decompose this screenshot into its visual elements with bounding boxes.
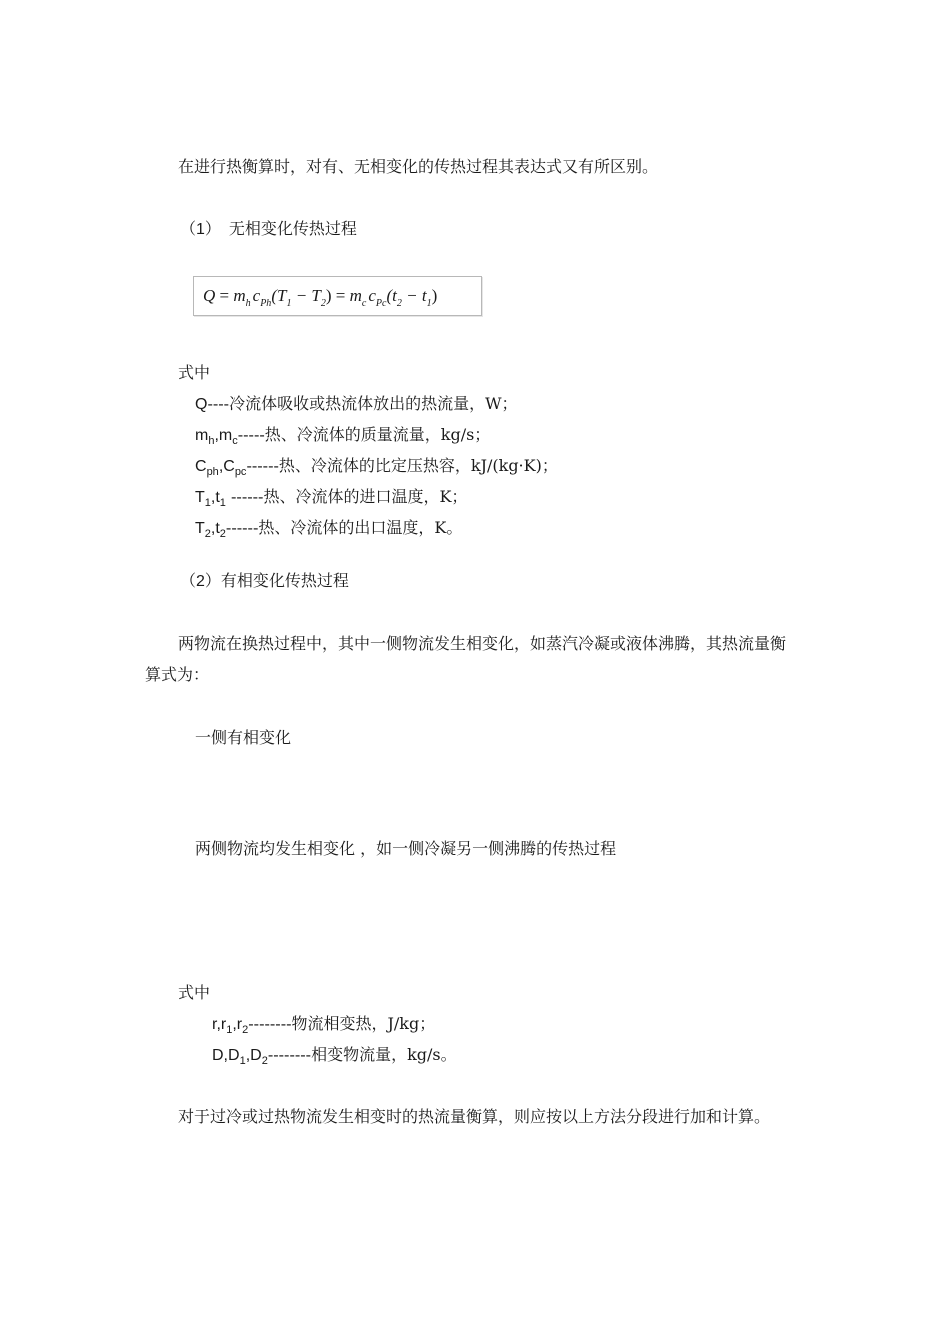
definition-inlet-temp: [195, 487, 467, 508]
definition-mass-flow: [195, 425, 490, 446]
case-both-sides: 两侧物流均发生相变化 ，如一侧冷凝另一侧沸腾的传热过程: [195, 839, 617, 858]
section-2-number: （2）: [180, 573, 221, 590]
formula-cpc-sub: Pc: [375, 298, 387, 309]
definition-c-a-sub: ph: [206, 466, 219, 478]
definition-t1-text: ------热、冷流体的进口温度，K；: [225, 487, 468, 506]
definition-t2-b-sub: 2: [219, 528, 226, 540]
case-one-side: 一侧有相变化: [195, 728, 292, 747]
formula-small-t2-sub: 2: [396, 298, 402, 309]
definition-r-a: r,r: [212, 1016, 227, 1033]
definition-q: [195, 394, 518, 415]
definition-d-text: --------相变物流量，kg/s。: [267, 1045, 457, 1064]
formula-close-2: ): [431, 286, 438, 305]
definition-t2-a-sub: 2: [204, 528, 211, 540]
definition-t1-a-sub: 1: [204, 497, 211, 509]
definition-c-a: C: [195, 458, 207, 475]
section-1-number: （1）: [180, 221, 221, 238]
definition-t1-b-sub: 1: [219, 497, 226, 509]
formula-small-t1: − t: [401, 286, 427, 305]
formula-mc: m: [349, 286, 362, 305]
definition-m-b: ,m: [214, 427, 233, 444]
definition-phase-flow: [212, 1045, 457, 1066]
definition-c-text: ------热、冷流体的比定压热容，kJ/(kg·K)；: [246, 456, 558, 475]
definition-t2-text: ------热、冷流体的出口温度，K。: [225, 518, 463, 537]
formula-cph-sub: Ph: [260, 298, 272, 309]
formula-equals-1: =: [215, 286, 234, 305]
paragraph-2-line-1: 两物流在换热过程中，其中一侧物流发生相变化，如蒸汽冷凝或液体沸腾，其热流量衡: [178, 634, 787, 653]
definition-r-b: ,r: [232, 1016, 243, 1033]
formula-mh: m: [233, 286, 246, 305]
definition-r-text: --------物流相变热，J/kg；: [248, 1014, 436, 1033]
definition-c-b: ,C: [218, 458, 235, 475]
definition-t2-a: T: [195, 520, 205, 537]
formula-t2-sub: 2: [320, 298, 326, 309]
definition-m-text: -----热、冷流体的质量流量，kg/s；: [237, 425, 491, 444]
definition-m-b-sub: c: [232, 435, 238, 447]
definition-d-a-sub: 1: [239, 1055, 246, 1067]
definition-latent-heat: [212, 1014, 435, 1035]
where-label-2: 式中: [178, 983, 211, 1002]
definition-outlet-temp: [195, 518, 462, 539]
definition-t1-a: T: [195, 489, 205, 506]
formula-close-1: ): [325, 286, 332, 305]
formula-equals-2: =: [331, 286, 350, 305]
definition-t1-b: ,t: [210, 489, 220, 506]
section-1-heading: [180, 219, 357, 240]
section-1-title: 无相变化传热过程: [228, 219, 357, 238]
formula-mh-sub: h: [245, 298, 251, 309]
conclusion-text: 对于过冷或过热物流发生相变时的热流量衡算，则应按以上方法分段进行加和计算。: [178, 1107, 771, 1126]
formula-t1-open: (T: [271, 286, 287, 305]
definition-t2-b: ,t: [210, 520, 220, 537]
paragraph-2-line-2: 算式为：: [145, 665, 210, 684]
formula-t1-sub: 1: [286, 298, 292, 309]
formula-cpc: c: [368, 286, 376, 305]
definition-r-b-sub: 2: [242, 1024, 249, 1036]
definition-heat-capacity: [195, 456, 558, 477]
heat-balance-formula: [203, 285, 437, 307]
definition-d-a: D,D: [212, 1047, 240, 1064]
definition-c-b-sub: pc: [234, 466, 247, 478]
formula-cph: c: [252, 286, 261, 305]
heat-balance-formula-box: [193, 276, 482, 316]
formula-mc-sub: c: [361, 298, 367, 309]
where-label-1: 式中: [178, 363, 211, 382]
formula-small-t2-open: (t: [386, 286, 397, 305]
definition-m-a-sub: h: [208, 435, 215, 447]
definition-q-text: ----冷流体吸收或热流体放出的热流量，W；: [207, 394, 518, 413]
section-2-heading: [180, 571, 349, 592]
definition-d-b-sub: 2: [261, 1055, 268, 1067]
definition-r-a-sub: 1: [226, 1024, 233, 1036]
formula-t2: − T: [291, 286, 321, 305]
definition-m-a: m: [195, 427, 209, 444]
section-2-title: 有相变化传热过程: [220, 571, 349, 590]
formula-q: Q: [203, 286, 216, 305]
formula-small-t1-sub: 1: [426, 298, 432, 309]
definition-q-symbol: Q: [195, 396, 208, 413]
definition-d-b: ,D: [245, 1047, 262, 1064]
intro-text: 在进行热衡算时，对有、无相变化的传热过程其表达式又有所区别。: [178, 157, 659, 176]
